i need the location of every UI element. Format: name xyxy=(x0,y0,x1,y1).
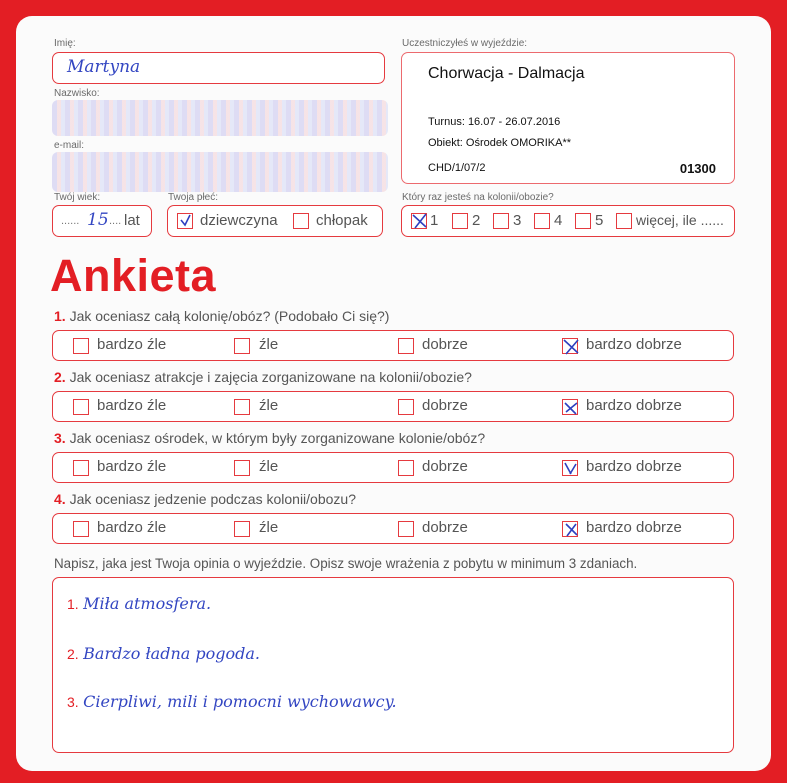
q3-option-good: dobrze xyxy=(422,458,468,475)
opinion-line-2-number: 2. xyxy=(67,646,79,662)
q1-option-bad: źle xyxy=(259,336,279,353)
q4-option-bad: źle xyxy=(259,519,279,536)
question-4-number: 4. xyxy=(54,491,66,507)
q3-checkbox-bad[interactable] xyxy=(234,460,250,476)
q3-option-bad: źle xyxy=(259,458,279,475)
question-4-text: Jak oceniasz jedzenie podczas kolonii/obozu? xyxy=(69,491,356,507)
times-option-4: 4 xyxy=(554,212,563,229)
q4-option-very-good: bardzo dobrze xyxy=(586,519,682,536)
q4-checkbox-very-bad[interactable] xyxy=(73,521,89,537)
cross-mark-icon xyxy=(561,336,581,356)
q2-option-very-bad: bardzo źle xyxy=(97,397,167,414)
times-checkbox-2[interactable] xyxy=(452,213,468,229)
times-field xyxy=(401,205,735,237)
gender-checkbox-boy[interactable] xyxy=(293,213,309,229)
q2-option-good: dobrze xyxy=(422,397,468,414)
q3-checkbox-very-good[interactable] xyxy=(562,460,578,476)
q2-option-bad: źle xyxy=(259,397,279,414)
opinion-box[interactable] xyxy=(52,577,734,753)
age-suffix: lat xyxy=(124,212,140,229)
q4-checkbox-bad[interactable] xyxy=(234,521,250,537)
q2-option-very-good: bardzo dobrze xyxy=(586,397,682,414)
q4-checkbox-very-good[interactable] xyxy=(562,521,578,537)
q1-checkbox-very-bad[interactable] xyxy=(73,338,89,354)
times-checkbox-more[interactable] xyxy=(616,213,632,229)
question-3 xyxy=(54,430,485,446)
times-option-1: 1 xyxy=(430,212,439,229)
question-4-answers xyxy=(52,513,734,544)
question-3-text: Jak oceniasz ośrodek, w którym były zorganizowane kolonie/obóz? xyxy=(69,430,486,446)
q2-checkbox-very-good[interactable] xyxy=(562,399,578,415)
q1-checkbox-bad[interactable] xyxy=(234,338,250,354)
trip-number: 01300 xyxy=(679,161,716,176)
times-option-3: 3 xyxy=(513,212,522,229)
opinion-line-3-text: Cierpliwi, mili i pomocni wychowawcy. xyxy=(83,692,397,711)
q3-option-very-good: bardzo dobrze xyxy=(586,458,682,475)
age-field[interactable] xyxy=(52,205,152,237)
gender-checkbox-girl[interactable] xyxy=(177,213,193,229)
times-checkbox-4[interactable] xyxy=(534,213,550,229)
opinion-line-2-text: Bardzo ładna pogoda. xyxy=(83,644,260,663)
survey-title: Ankieta xyxy=(50,250,217,301)
question-1-number: 1. xyxy=(54,308,66,324)
trip-code: CHD/1/07/2 xyxy=(428,162,486,174)
surname-label: Nazwisko: xyxy=(54,88,100,99)
times-option-more: więcej, ile ...... xyxy=(636,212,724,228)
question-1-answers xyxy=(52,330,734,361)
opinion-line-3 xyxy=(67,692,397,712)
cross-mark-icon xyxy=(561,397,581,417)
q1-option-very-bad: bardzo źle xyxy=(97,336,167,353)
age-label: Twój wiek: xyxy=(54,192,101,203)
trip-turnus: Turnus: 16.07 - 26.07.2016 xyxy=(428,116,561,128)
times-checkbox-5[interactable] xyxy=(575,213,591,229)
q2-checkbox-very-bad[interactable] xyxy=(73,399,89,415)
trip-label: Uczestniczyłeś w wyjeździe: xyxy=(402,38,528,49)
q1-checkbox-good[interactable] xyxy=(398,338,414,354)
question-3-answers xyxy=(52,452,734,483)
opinion-prompt: Napisz, jaka jest Twoja opinia o wyjeździe. Opisz swoje wrażenia z pobytu w minimum 3 zdaniach. xyxy=(54,556,638,571)
age-dots-after: .... xyxy=(109,215,122,227)
opinion-line-1-number: 1. xyxy=(67,596,79,612)
question-2 xyxy=(54,369,472,385)
question-2-text: Jak oceniasz atrakcje i zajęcia zorganizowane na kolonii/obozie? xyxy=(69,369,472,385)
surname-redacted xyxy=(52,100,388,136)
q4-option-very-bad: bardzo źle xyxy=(97,519,167,536)
name-value: Martyna xyxy=(67,57,141,77)
times-checkbox-1[interactable] xyxy=(411,213,427,229)
age-dots: ...... xyxy=(61,215,80,227)
times-option-2: 2 xyxy=(472,212,481,229)
trip-obiekt: Obiekt: Ośrodek OMORIKA** xyxy=(428,137,572,149)
name-field[interactable] xyxy=(52,52,385,84)
gender-label: Twoja płeć: xyxy=(168,192,219,203)
trip-title: Chorwacja - Dalmacja xyxy=(428,65,585,82)
q4-checkbox-good[interactable] xyxy=(398,521,414,537)
question-4 xyxy=(54,491,356,507)
q2-checkbox-good[interactable] xyxy=(398,399,414,415)
name-label: Imię: xyxy=(54,38,76,49)
email-label: e-mail: xyxy=(54,140,85,151)
q1-option-good: dobrze xyxy=(422,336,468,353)
q1-checkbox-very-good[interactable] xyxy=(562,338,578,354)
check-mark-icon xyxy=(176,211,196,231)
q3-checkbox-very-bad[interactable] xyxy=(73,460,89,476)
opinion-line-2 xyxy=(67,644,260,664)
q1-option-very-good: bardzo dobrze xyxy=(586,336,682,353)
q4-option-good: dobrze xyxy=(422,519,468,536)
age-value: 15 xyxy=(87,210,109,230)
gender-field xyxy=(167,205,383,237)
gender-option-girl: dziewczyna xyxy=(200,212,278,229)
cross-mark-icon xyxy=(561,519,581,539)
question-2-answers xyxy=(52,391,734,422)
times-label: Który raz jesteś na kolonii/obozie? xyxy=(402,192,554,203)
cross-mark-icon xyxy=(561,458,581,478)
q3-checkbox-good[interactable] xyxy=(398,460,414,476)
gender-option-boy: chłopak xyxy=(316,212,368,229)
times-checkbox-3[interactable] xyxy=(493,213,509,229)
times-option-5: 5 xyxy=(595,212,604,229)
trip-box xyxy=(401,52,735,184)
survey-form xyxy=(16,16,771,771)
question-2-number: 2. xyxy=(54,369,66,385)
question-1-text: Jak oceniasz całą kolonię/obóz? (Podobało Ci się?) xyxy=(69,308,390,324)
opinion-line-1 xyxy=(67,594,211,614)
opinion-line-3-number: 3. xyxy=(67,694,79,710)
q2-checkbox-bad[interactable] xyxy=(234,399,250,415)
question-3-number: 3. xyxy=(54,430,66,446)
email-redacted xyxy=(52,152,388,192)
q3-option-very-bad: bardzo źle xyxy=(97,458,167,475)
cross-mark-icon xyxy=(410,211,430,231)
opinion-line-1-text: Miła atmosfera. xyxy=(83,594,212,613)
question-1 xyxy=(54,308,389,324)
